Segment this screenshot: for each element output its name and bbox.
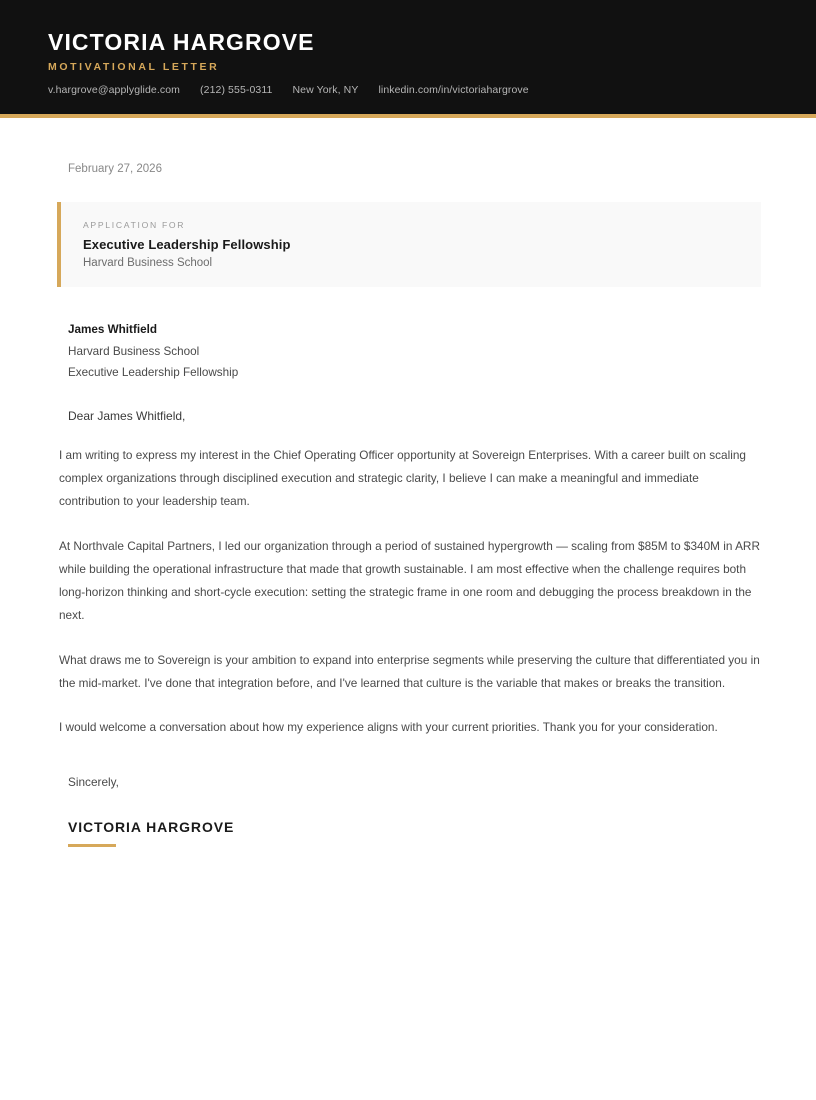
letter-paragraph: What draws me to Sovereign is your ambition to expand into enterprise segments while preserving the culture that differentiated you in the mid-market. I've done that integration before, and I've learned that culture is the variable that makes or breaks the transition. (59, 652, 760, 690)
contact-bar (48, 84, 768, 96)
signature-name: VICTORIA HARGROVE (68, 819, 235, 836)
signature-block (68, 819, 760, 847)
callout-position-title: Executive Leadership Fellowship (83, 237, 291, 252)
letter-paragraph: I am writing to express my interest in the Chief Operating Officer opportunity at Sovereign Enterprises. With a career built on scaling complex organizations through disciplined execution and strategic clarity, I believe I can make a meaningful and immediate contribution to your leadership team. (59, 447, 746, 509)
recipient-name: James Whitfield (68, 323, 157, 336)
contact-phone[interactable]: (212) 555-0311 (200, 84, 273, 97)
callout-organization: Harvard Business School (83, 257, 213, 269)
contact-location: New York, NY (292, 84, 359, 97)
recipient-program: Executive Leadership Fellowship (68, 366, 239, 380)
letter-header (0, 0, 816, 118)
salutation: Dear James Whitfield, (68, 408, 186, 423)
letter-paragraph: At Northvale Capital Partners, I led our organization through a period of sustained hypergrowth — scaling from $85M to $340M in ARR while building the operational infrastructure that made that growth sustainable. I am most effective when the challenge requires both long-horizon thinking and short-cycle execution: setting the strategic frame in one room and debugging the process breakdown in the next. (59, 538, 760, 623)
letter-body (0, 163, 816, 847)
recipient-organization: Harvard Business School (68, 344, 200, 358)
contact-email[interactable]: v.hargrove@applyglide.com (48, 84, 181, 97)
contact-linkedin[interactable]: linkedin.com/in/victoriahargrove (378, 84, 529, 97)
application-callout (57, 202, 761, 287)
letter-paragraph: I would welcome a conversation about how my experience aligns with your current priorities. Thank you for your consideration. (59, 720, 718, 735)
letter-date: February 27, 2026 (68, 163, 162, 175)
page-title: VICTORIA HARGROVE (48, 29, 315, 55)
callout-label: APPLICATION FOR (83, 220, 186, 230)
closing-salutation: Sincerely, (68, 775, 119, 790)
recipient-block (68, 319, 760, 384)
signature-accent-rule (68, 844, 116, 847)
document-type-label: MOTIVATIONAL LETTER (48, 61, 220, 74)
